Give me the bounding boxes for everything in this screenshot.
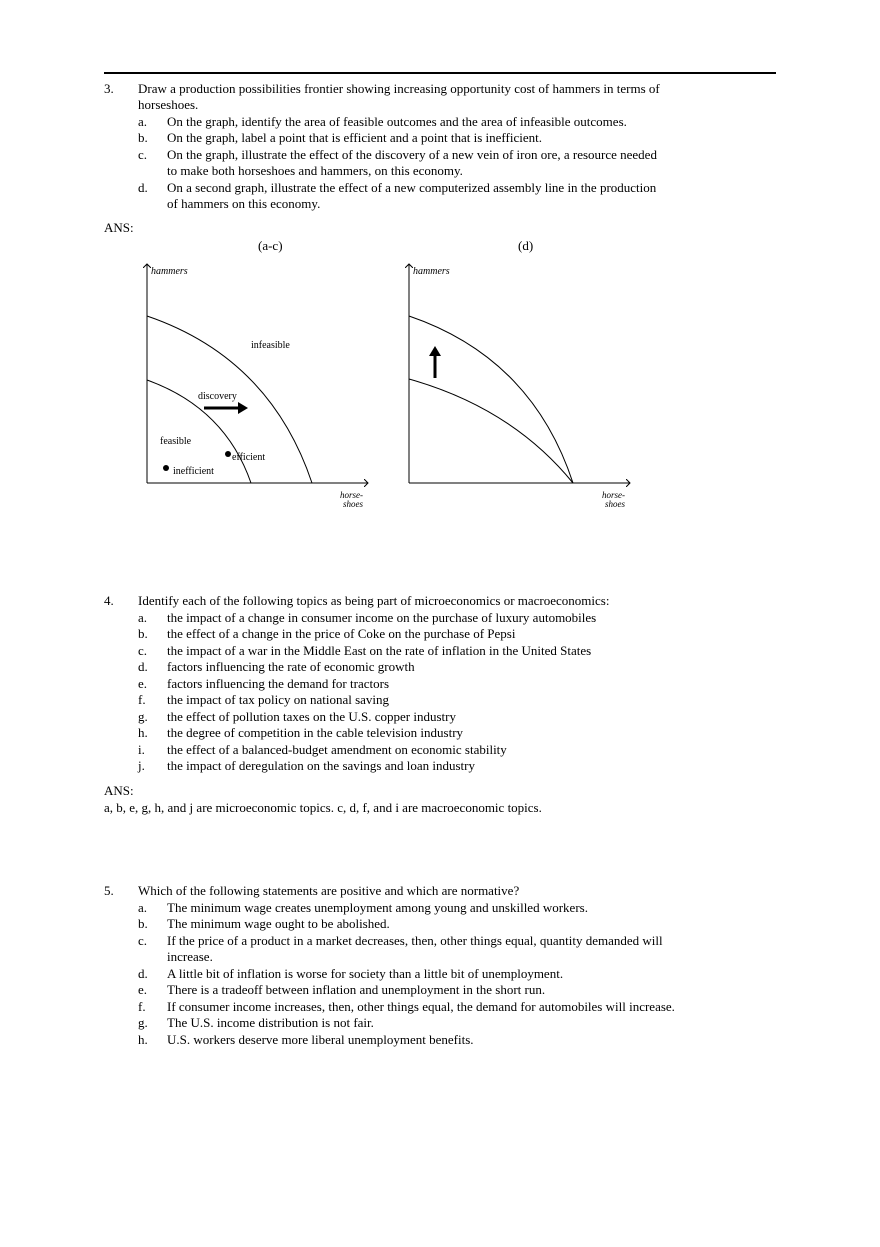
item-text: If the price of a product in a market decreases, then, other things equal, quantity demanded will xyxy=(167,933,663,948)
ppf-graph-d xyxy=(402,258,642,518)
shift-arrowhead xyxy=(429,346,441,356)
ppf-graph-a-c xyxy=(140,258,380,518)
item-letter: c. xyxy=(138,933,148,948)
item-letter: g. xyxy=(138,1015,148,1030)
item-letter: e. xyxy=(138,982,148,997)
item-text: On the graph, illustrate the effect of the discovery of a new vein of iron ore, a resource needed xyxy=(167,147,657,162)
item-letter: f. xyxy=(138,999,146,1014)
item-text: There is a tradeoff between inflation and unemployment in the short run. xyxy=(167,982,546,997)
x-axis-label-line2: shoes xyxy=(605,499,625,509)
item-text: On the graph, label a point that is efficient and a point that is inefficient. xyxy=(167,130,542,145)
efficient-label: efficient xyxy=(232,452,266,463)
feasible-label: feasible xyxy=(160,436,192,447)
x-axis-label-line2: shoes xyxy=(343,499,363,509)
item-text: the impact of a change in consumer income on the purchase of luxury automobiles xyxy=(167,610,597,625)
ppf-outer-curve xyxy=(409,316,573,483)
infeasible-label: infeasible xyxy=(251,340,290,351)
item-letter: a. xyxy=(138,610,148,625)
item-text: the effect of a balanced-budget amendment on economic stability xyxy=(167,742,507,757)
item-text: of hammers on this economy. xyxy=(167,196,321,211)
question-stem: Identify each of the following topics as being part of microeconomics or macroeconomics: xyxy=(138,593,610,608)
question-stem-line: horseshoes. xyxy=(138,97,199,112)
item-letter: j. xyxy=(138,758,145,773)
item-letter: e. xyxy=(138,676,148,691)
item-text: the impact of deregulation on the savings and loan industry xyxy=(167,758,475,773)
item-letter: d. xyxy=(138,180,148,195)
item-letter: f. xyxy=(138,692,146,707)
item-text: the degree of competition in the cable television industry xyxy=(167,725,464,740)
item-letter: b. xyxy=(138,916,148,931)
inefficient-label: inefficient xyxy=(173,466,214,477)
item-letter: h. xyxy=(138,1032,148,1047)
item-text: factors influencing the rate of economic growth xyxy=(167,659,415,674)
question-stem-line: Draw a production possibilities frontier showing increasing opportunity cost of hammers in terms of xyxy=(138,81,660,96)
item-text: factors influencing the demand for tractors xyxy=(167,676,389,691)
item-text: U.S. workers deserve more liberal unemployment benefits. xyxy=(167,1032,474,1047)
graph-caption: (d) xyxy=(518,238,534,253)
top-rule xyxy=(104,72,776,74)
item-letter: c. xyxy=(138,147,148,162)
item-text: On the graph, identify the area of feasible outcomes and the area of infeasible outcomes. xyxy=(167,114,627,129)
item-text: If consumer income increases, then, other things equal, the demand for automobiles will increase. xyxy=(167,999,675,1014)
item-text: to make both horseshoes and hammers, on this economy. xyxy=(167,163,463,178)
answer-label: ANS: xyxy=(104,783,134,798)
item-letter: c. xyxy=(138,643,148,658)
efficient-point xyxy=(225,451,231,457)
question-number: 5. xyxy=(104,883,114,898)
item-text: A little bit of inflation is worse for society than a little bit of unemployment. xyxy=(167,966,564,981)
question-number: 3. xyxy=(104,81,114,96)
item-text: the impact of a war in the Middle East on the rate of inflation in the United States xyxy=(167,643,592,658)
item-letter: d. xyxy=(138,659,148,674)
item-letter: a. xyxy=(138,900,148,915)
graph-caption: (a-c) xyxy=(258,238,283,253)
x-axis-label-line1: horse- xyxy=(602,490,625,500)
discovery-label: discovery xyxy=(198,391,237,402)
item-text: the effect of pollution taxes on the U.S. copper industry xyxy=(167,709,456,724)
item-letter: b. xyxy=(138,626,148,641)
shift-arrowhead xyxy=(238,402,248,414)
item-letter: i. xyxy=(138,742,145,757)
item-letter: g. xyxy=(138,709,148,724)
item-text: On a second graph, illustrate the effect of a new computerized assembly line in the production xyxy=(167,180,657,195)
item-text: The U.S. income distribution is not fair. xyxy=(167,1015,374,1030)
item-text: The minimum wage ought to be abolished. xyxy=(167,916,390,931)
item-letter: h. xyxy=(138,725,148,740)
question-number: 4. xyxy=(104,593,114,608)
y-axis-label: hammers xyxy=(151,266,188,277)
ppf-inner-curve xyxy=(409,379,573,483)
question-stem: Which of the following statements are positive and which are normative? xyxy=(138,883,520,898)
answer-label: ANS: xyxy=(104,220,134,235)
x-axis-label-line1: horse- xyxy=(340,490,363,500)
y-axis-label: hammers xyxy=(413,266,450,277)
item-letter: a. xyxy=(138,114,148,129)
inefficient-point xyxy=(163,465,169,471)
item-text: The minimum wage creates unemployment among young and unskilled workers. xyxy=(167,900,588,915)
item-text: increase. xyxy=(167,949,213,964)
item-letter: d. xyxy=(138,966,148,981)
answer-text: a, b, e, g, h, and j are microeconomic topics. c, d, f, and i are macroeconomic topics. xyxy=(104,800,542,815)
item-letter: b. xyxy=(138,130,148,145)
item-text: the impact of tax policy on national saving xyxy=(167,692,390,707)
item-text: the effect of a change in the price of Coke on the purchase of Pepsi xyxy=(167,626,516,641)
